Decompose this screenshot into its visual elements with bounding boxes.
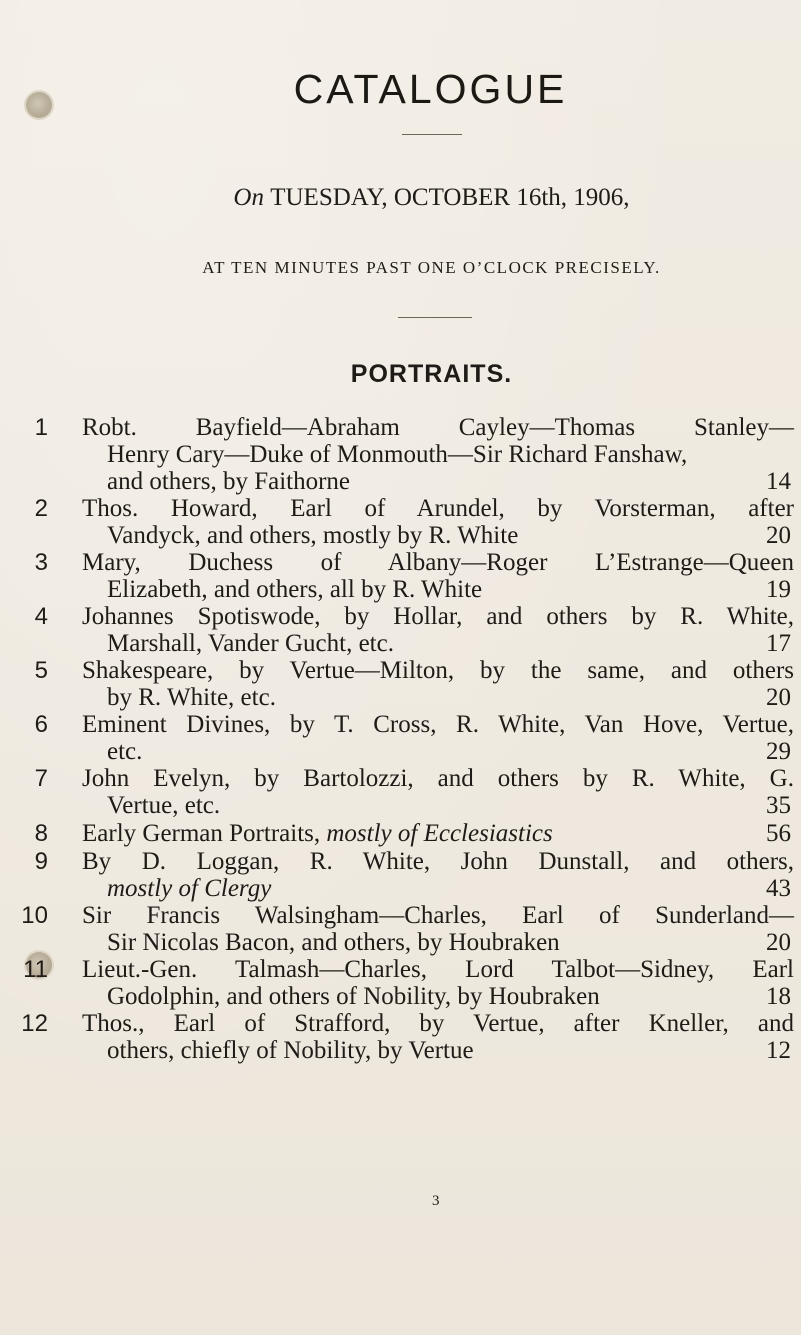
lot-count: 18 [766,983,791,1010]
lot-number: 1 [34,414,48,441]
lot-count: 29 [766,738,791,765]
lot-count: 20 [766,522,791,549]
lot-number: 4 [34,603,48,630]
lot-description-line-1 [82,820,750,847]
lot-description-line-1: Johannes Spotiswode, by Hollar, and others by R. White, [82,603,794,630]
lot-description-line-1: John Evelyn, by Bartolozzi, and others by R. White, G. [82,765,794,792]
lot-count: 17 [766,630,791,657]
lot-description-line-2: by R. White, etc. [107,684,276,711]
lot-number: 2 [34,495,48,522]
lot-description-line-2: Henry Cary—Duke of Monmouth—Sir Richard Fanshaw, [107,441,688,468]
lot-description-line-2: Marshall, Vander Gucht, etc. [107,630,394,657]
lot-description-italic: mostly of Ecclesiastics [326,820,553,847]
lot-description-line-1: Shakespeare, by Vertue—Milton, by the same, and others [82,657,794,684]
lot-description-line-2: Godolphin, and others of Nobility, by Houbraken [107,983,600,1010]
lot-number: 10 [21,902,48,929]
lot-description-line-1: Eminent Divines, by T. Cross, R. White, Van Hove, Vertue, [82,711,794,738]
section-title: PORTRAITS. [350,360,513,388]
lot-description-line-1: Mary, Duchess of Albany—Roger L’Estrange—Queen [82,549,794,576]
lot-description-line-2: Vandyck, and others, mostly by R. White [107,522,519,549]
lot-number: 9 [34,848,48,875]
lot-description-line-2: Elizabeth, and others, all by R. White [107,576,483,603]
lot-description-line-1: Sir Francis Walsingham—Charles, Earl of Sunderland— [82,902,794,929]
sale-time: AT TEN MINUTES PAST ONE O’CLOCK PRECISELY. [202,258,661,277]
lot-count: 20 [766,684,791,711]
lot-description-line-2: Sir Nicolas Bacon, and others, by Houbraken [107,929,560,956]
lot-description-line-1: Thos., Earl of Strafford, by Vertue, after Kneller, and [82,1010,794,1037]
lot-description-line-2: others, chiefly of Nobility, by Vertue [107,1037,474,1064]
lot-number: 12 [21,1010,48,1037]
title-rule [402,134,462,135]
date-prefix: On [233,184,271,211]
time-rule [398,317,472,318]
lot-count: 14 [766,468,791,495]
lot-description-plain: Early German Portraits, [82,820,327,847]
catalogue-title: CATALOGUE [293,66,568,112]
lot-number: 8 [34,820,48,847]
lot-description-line-2: mostly of Clergy [107,875,272,902]
sale-date [0,184,801,212]
lot-count: 43 [766,875,791,902]
lot-description-line-1: By D. Loggan, R. White, John Dunstall, and others, [82,848,794,875]
lot-number: 5 [34,657,48,684]
lot-count: 56 [766,820,791,847]
lot-number: 3 [34,549,48,576]
lot-count: 12 [766,1037,791,1064]
lot-number: 11 [23,956,48,983]
lot-description-line-3: and others, by Faithorne [107,468,351,495]
lot-description-line-1: Robt. Bayfield—Abraham Cayley—Thomas Stanley— [82,414,794,441]
page-number: 3 [432,1193,440,1209]
date-main: TUESDAY, OCTOBER 16th, 1906, [270,184,630,211]
lot-description-line-2: etc. [107,738,143,765]
lot-description-line-2: Vertue, etc. [107,792,221,819]
lot-count: 19 [766,576,791,603]
lot-number: 6 [34,711,48,738]
lot-description-line-1: Lieut.-Gen. Talmash—Charles, Lord Talbot—Sidney, Earl [82,956,794,983]
lot-description-line-1: Thos. Howard, Earl of Arundel, by Vorsterman, after [82,495,794,522]
lot-count: 20 [766,929,791,956]
lot-number: 7 [34,765,48,792]
lot-count: 35 [766,792,791,819]
